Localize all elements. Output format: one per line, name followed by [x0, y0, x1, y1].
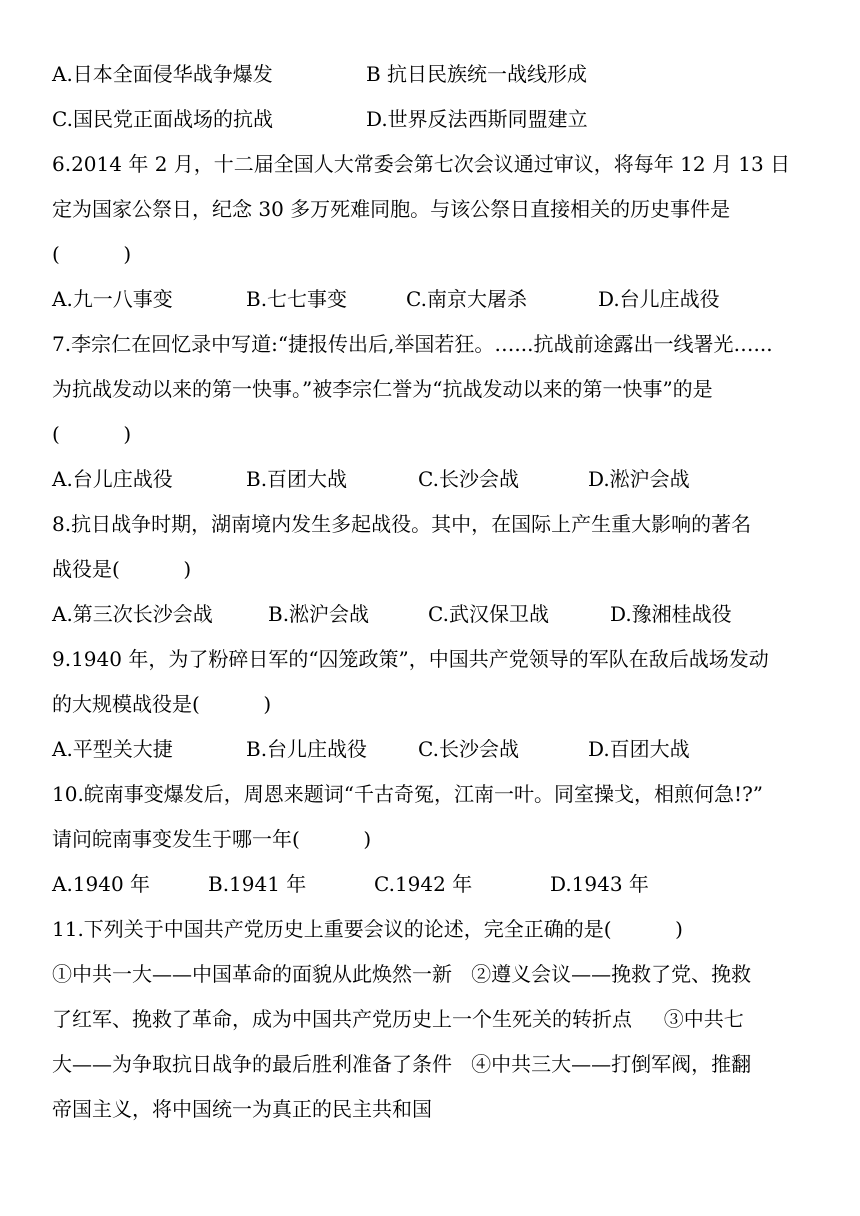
q11-statement-line-4: 帝国主义，将中国统一为真正的民主共和国 — [52, 1097, 432, 1121]
q9-option-b: B.台儿庄战役 — [246, 737, 368, 761]
q6-stem-line-2: 定为国家公祭日，纪念 30 多万死难同胞。与该公祭日直接相关的历史事件是 — [52, 197, 731, 221]
q8-options — [52, 592, 812, 637]
q6-answer-blank: ( ) — [52, 242, 132, 266]
q8-stem-line-2: 战役是( ) — [52, 557, 192, 581]
q11-statement-line-2: 了红军、挽救了革命，成为中国共产党历史上一个生死关的转折点 ③中共七 — [52, 1007, 744, 1031]
q7-answer-blank: ( ) — [52, 422, 132, 446]
q10-option-b: B.1941 年 — [208, 872, 307, 896]
q7-option-b: B.百团大战 — [246, 467, 348, 491]
exam-page — [52, 52, 812, 1132]
q8-option-b: B.淞沪会战 — [268, 602, 370, 626]
q5-option-b: B 抗日民族统一战线形成 — [366, 62, 588, 86]
q9-stem-line-1: 9.1940 年，为了粉碎日军的“囚笼政策”，中国共产党领导的军队在敌后战场发动 — [52, 647, 769, 671]
q6-option-c: C.南京大屠杀 — [406, 287, 527, 311]
q5-options-row-1 — [52, 52, 812, 97]
q5-option-d: D.世界反法西斯同盟建立 — [366, 107, 588, 131]
q11-stem-line-1: 11.下列关于中国共产党历史上重要会议的论述，完全正确的是( ) — [52, 917, 683, 941]
q8-option-a: A.第三次长沙会战 — [52, 602, 213, 626]
q10-stem-line-1: 10.皖南事变爆发后，周恩来题词“千古奇冤，江南一叶。同室操戈，相煎何急!?” — [52, 782, 764, 806]
q8-option-d: D.豫湘桂战役 — [610, 602, 732, 626]
q6-option-d: D.台儿庄战役 — [598, 287, 720, 311]
q10-stem-line-2: 请问皖南事变发生于哪一年( ) — [52, 827, 372, 851]
q6-option-b: B.七七事变 — [246, 287, 348, 311]
q9-options — [52, 727, 812, 772]
q6-stem-line-1: 6.2014 年 2 月，十二届全国人大常委会第七次会议通过审议，将每年 12 月 13 日 — [52, 152, 791, 176]
q5-option-c: C.国民党正面战场的抗战 — [52, 107, 273, 131]
q9-option-a: A.平型关大捷 — [52, 737, 173, 761]
q7-option-d: D.淞沪会战 — [588, 467, 690, 491]
q5-option-a: A.日本全面侵华战争爆发 — [52, 62, 273, 86]
q10-options — [52, 862, 812, 907]
q10-option-a: A.1940 年 — [52, 872, 151, 896]
q11-statement-line-3: 大——为争取抗日战争的最后胜利准备了条件 ④中共三大——打倒军阀，推翻 — [52, 1052, 752, 1076]
q5-options-row-2 — [52, 97, 812, 142]
q6-options — [52, 277, 812, 322]
q7-stem-line-2: 为抗战发动以来的第一快事。”被李宗仁誉为“抗战发动以来的第一快事”的是 — [52, 377, 713, 401]
q8-stem-line-1: 8.抗日战争时期，湖南境内发生多起战役。其中，在国际上产生重大影响的著名 — [52, 512, 752, 536]
q9-option-d: D.百团大战 — [588, 737, 690, 761]
q9-stem-line-2: 的大规模战役是( ) — [52, 692, 272, 716]
q7-options — [52, 457, 812, 502]
q11-statement-line-1: ①中共一大——中国革命的面貌从此焕然一新 ②遵义会议——挽救了党、挽救 — [52, 962, 752, 986]
q9-option-c: C.长沙会战 — [418, 737, 519, 761]
q10-option-d: D.1943 年 — [550, 872, 649, 896]
q7-option-c: C.长沙会战 — [418, 467, 519, 491]
q10-option-c: C.1942 年 — [374, 872, 473, 896]
q7-stem-line-1: 7.李宗仁在回忆录中写道:“捷报传出后,举国若狂。…...抗战前途露出一线署光…... — [52, 332, 773, 356]
q8-option-c: C.武汉保卫战 — [428, 602, 549, 626]
q6-option-a: A.九一八事变 — [52, 287, 173, 311]
q7-option-a: A.台儿庄战役 — [52, 467, 173, 491]
